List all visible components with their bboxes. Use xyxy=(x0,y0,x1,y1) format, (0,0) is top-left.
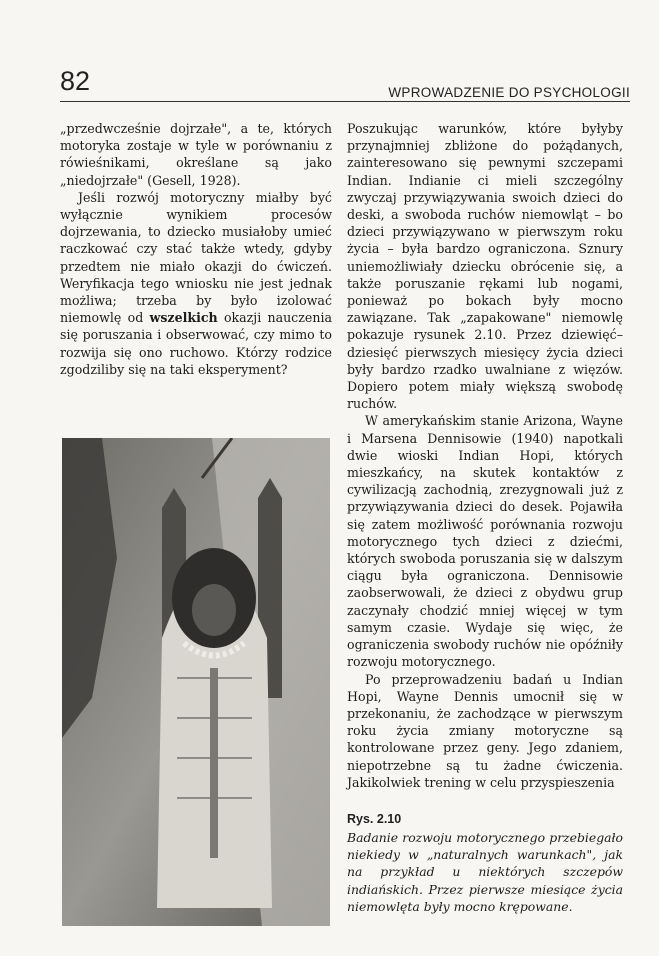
header-rule xyxy=(60,101,630,102)
baby-face xyxy=(192,584,236,636)
left-paragraph-1: „przedwcześnie dojrzałe", a te, których motoryka zostaje w tyle w porównaniu z rówieśnikami, określane są jako „niedojrzałe" (Gesell, 1928). xyxy=(60,121,332,188)
right-column xyxy=(347,120,623,791)
left-paragraph-2-end: okazji nauczenia się poruszania i obserwować, czy mimo to rozwija się ono ruchowo. Którzy rodzice zgodziliby się na taki eksperyment? xyxy=(60,310,332,377)
emphasis-word: wszelkich xyxy=(149,310,218,326)
running-head: WPROWADZENIE DO PSYCHOLOGII xyxy=(388,85,630,100)
right-paragraph-3: Po przeprowadzeniu badań u Indian Hopi, Wayne Dennis umocnił się w przekonaniu, że zachodzące w pierwszym roku życia zmiany motoryczne są kontrolowane przez geny. Jego zdaniem, niepotrzebne są tu żadne ćwiczenia. Jakikolwiek trening w celu przyspieszenia xyxy=(347,671,623,790)
beaded-strip xyxy=(210,668,218,858)
figure-caption-text: Badanie rozwoju motorycznego przebiegało niekiedy w „naturalnych warunkach", jak na przykład u niektórych szczepów indiańskich. Przez pierwsze miesiące życia niemowlęta były mocno krępowane. xyxy=(347,830,623,914)
right-paragraph-1: Poszukując warunków, które byłyby przynajmniej zbliżone do pożądanych, zainteresowano się pewnymi szczepami Indian. Indianie ci mieli szczególny zwyczaj przywiązywania swoich dzieci do deski, a swoboda ruchów niemowląt – bo dzieci przywiązywano w pierwszym roku życia – była bardzo ograniczona. Sznury uniemożliwiały dziecku obrócenie się, a także poruszanie rękami lub nogami, ponieważ po bokach były mocno zawiązane. Tak „zapakowane" niemowlę pokazuje rysunek 2.10. Przez dziewięć–dziesięć pierwszych miesięcy życia dzieci były bardzo rzadko uwalniane z więzów. Dopiero potem miały większą swobodę ruchów. xyxy=(347,121,623,412)
right-paragraph-2: W amerykańskim stanie Arizona, Wayne i Marsena Dennisowie (1940) napotkali dwie wioski Indian Hopi, których mieszkańcy, na skutek kontaktów z cywilizacją zachodnią, zrezygnowali już z przywiązywania dzieci do desek. Pojawiła się zatem możliwość porównania rozwoju motorycznego tych dzieci z dziećmi, których swoboda poruszania się w dalszym ciągu była ograniczona. Dennisowie zaobserwowali, że dzieci z obydwu grup zaczynały chodzić mniej więcej w tym samym czasie. Wydaje się więc, że ograniczenia swobody ruchów nie opóźniły rozwoju motorycznego. xyxy=(347,413,623,670)
left-column xyxy=(60,120,332,378)
photo-figure xyxy=(62,438,330,926)
figure-label: Rys. 2.10 xyxy=(347,812,402,826)
figure-caption xyxy=(347,812,623,915)
cradleboard-photo xyxy=(62,438,330,926)
left-paragraph-2-start: Jeśli rozwój motoryczny miałby być wyłącznie wynikiem procesów dojrzewania, to dziecko musiałoby umieć raczkować czy stać także wtedy, gdyby przedtem nie miało okazji do ćwiczeń. Weryfikacja tego wniosku nie jest jednak możliwa; trzeba by było izolować niemowlę od xyxy=(60,189,332,326)
page-number: 82 xyxy=(60,66,91,96)
left-paragraph-2 xyxy=(60,189,332,378)
